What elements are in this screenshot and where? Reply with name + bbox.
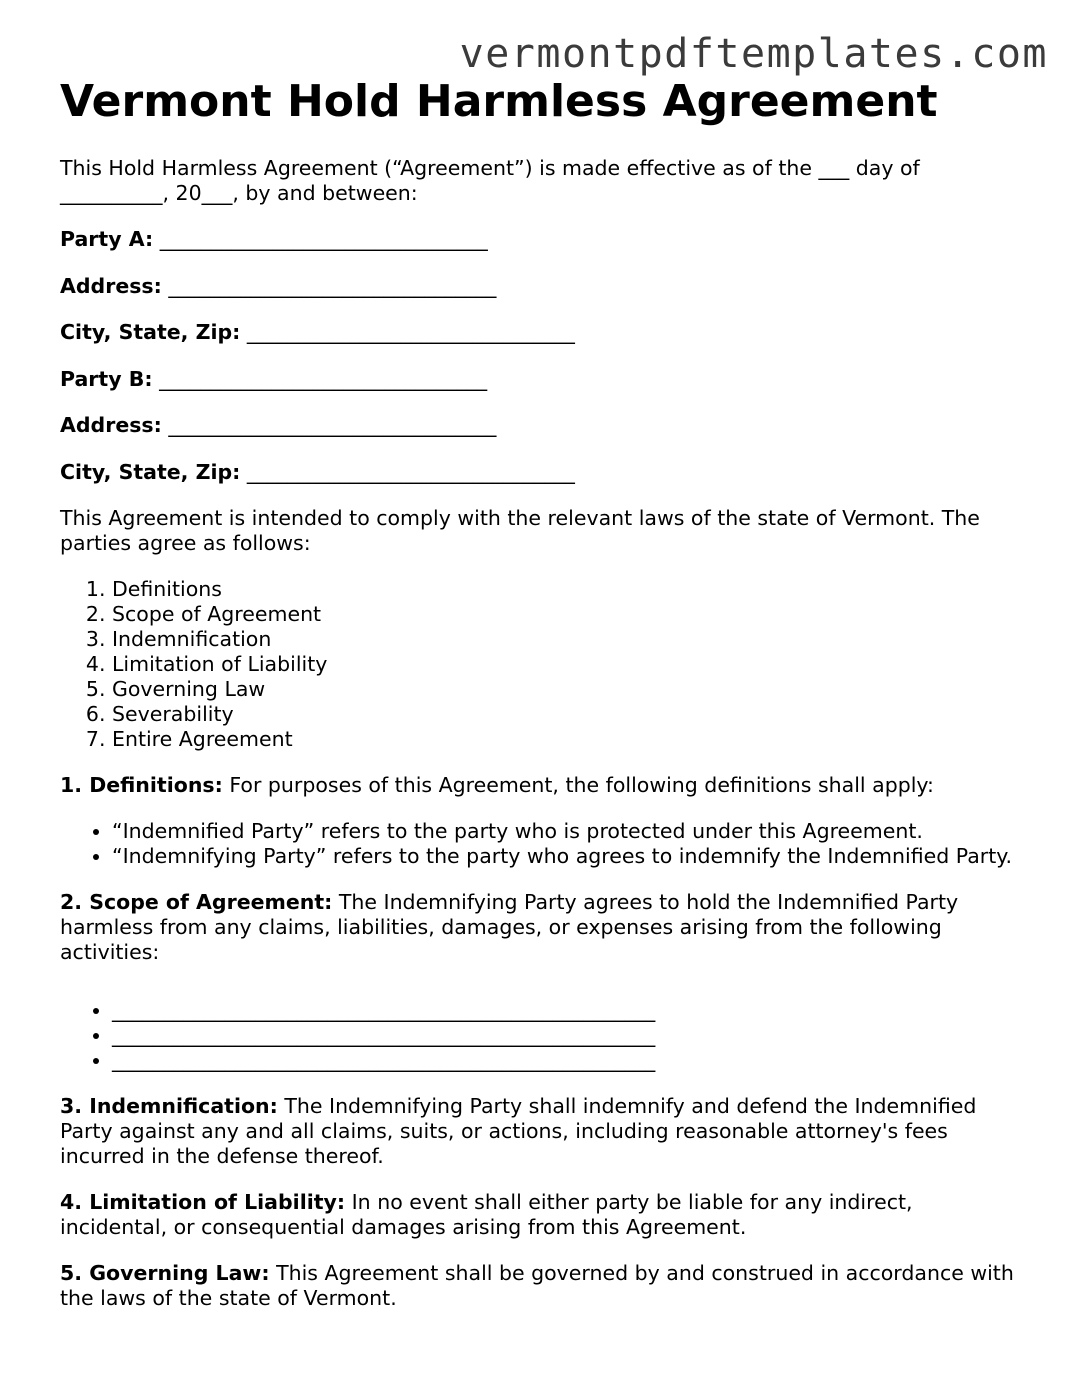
activity-blank[interactable]: _____________________________________________________	[112, 998, 656, 1022]
list-item: • “Indemnified Party” refers to the party who is protected under this Agreement.	[112, 819, 1020, 844]
intro-paragraph: This Hold Harmless Agreement (“Agreement”) is made effective as of the ___ day of __________, 20___, by and between:	[60, 156, 920, 205]
field-label: Address:	[60, 413, 162, 437]
party-a-field[interactable]	[60, 227, 1020, 252]
section-definitions	[60, 773, 1020, 798]
field-blank[interactable]: ________________________________	[168, 413, 497, 437]
party-b-city-state-zip-field[interactable]	[60, 460, 1020, 485]
list-item[interactable]	[112, 998, 1020, 1023]
list-item: • “Indemnifying Party” refers to the party who agrees to indemnify the Indemnified Party.	[112, 844, 1020, 869]
toc-item: 3. Indemnification	[112, 627, 1020, 652]
field-blank[interactable]: ________________________________	[159, 227, 488, 251]
site-watermark: vermontpdftemplates.com	[459, 31, 1048, 77]
toc-item: 6. Severability	[112, 702, 1020, 727]
field-label: Party B:	[60, 366, 153, 391]
section-text: The Indemnifying Party agrees to hold the Indemnified Party harmless from any claims, liabilities, damages, or expenses arising from the following activities:	[60, 890, 959, 964]
section-heading: 2. Scope of Agreement:	[60, 890, 333, 914]
section-heading: 1. Definitions:	[60, 773, 223, 797]
party-a-address-field[interactable]	[60, 274, 1020, 299]
toc-item: 2. Scope of Agreement	[112, 602, 1020, 627]
toc-item: 7. Entire Agreement	[112, 727, 1020, 752]
compliance-paragraph: This Agreement is intended to comply with the relevant laws of the state of Vermont. The parties agree as follows:	[60, 506, 980, 555]
section-indemnification	[60, 1094, 1020, 1169]
section-heading: 5. Governing Law:	[60, 1261, 270, 1285]
party-b-field[interactable]	[60, 367, 1020, 392]
section-scope	[60, 890, 1020, 965]
section-heading: 4. Limitation of Liability:	[60, 1190, 346, 1214]
toc-item: 5. Governing Law	[112, 677, 1020, 702]
section-text: The Indemnifying Party shall indemnify and defend the Indemnified Party against any and all claims, suits, or actions, including reasonable attorney's fees incurred in the defense thereof.	[60, 1094, 977, 1168]
activity-blank[interactable]: _____________________________________________________	[112, 1048, 656, 1072]
activity-blank[interactable]: _____________________________________________________	[112, 1023, 656, 1047]
field-label: City, State, Zip:	[60, 459, 241, 484]
section-text: This Agreement shall be governed by and construed in accordance with the laws of the state of Vermont.	[60, 1261, 1014, 1310]
field-blank[interactable]: ________________________________	[159, 366, 488, 391]
section-governing-law	[60, 1261, 1020, 1311]
toc-item: 4. Limitation of Liability	[112, 652, 1020, 677]
section-limitation	[60, 1190, 1020, 1240]
field-label: Address:	[60, 273, 162, 298]
section-text: For purposes of this Agreement, the following definitions shall apply:	[222, 773, 934, 797]
list-item[interactable]	[112, 1048, 1020, 1073]
field-blank[interactable]: ________________________________	[168, 273, 497, 298]
field-label: City, State, Zip:	[60, 320, 241, 344]
document-title: Vermont Hold Harmless Agreement	[60, 76, 938, 127]
section-text: In no event shall either party be liable for any indirect, incidental, or consequential damages arising from this Agreement.	[60, 1190, 913, 1239]
party-a-city-state-zip-field[interactable]	[60, 320, 1020, 345]
field-label: Party A:	[60, 227, 154, 251]
definitions-list	[60, 819, 1020, 869]
table-of-contents	[60, 577, 1020, 752]
list-item[interactable]	[112, 1023, 1020, 1048]
toc-item: 1. Definitions	[112, 577, 1020, 602]
document-body	[60, 156, 1020, 1332]
field-blank[interactable]: ________________________________	[246, 320, 575, 344]
activities-list	[60, 998, 1020, 1073]
field-blank[interactable]: ________________________________	[246, 459, 575, 484]
party-b-address-field[interactable]	[60, 413, 1020, 438]
section-heading: 3. Indemnification:	[60, 1094, 278, 1118]
